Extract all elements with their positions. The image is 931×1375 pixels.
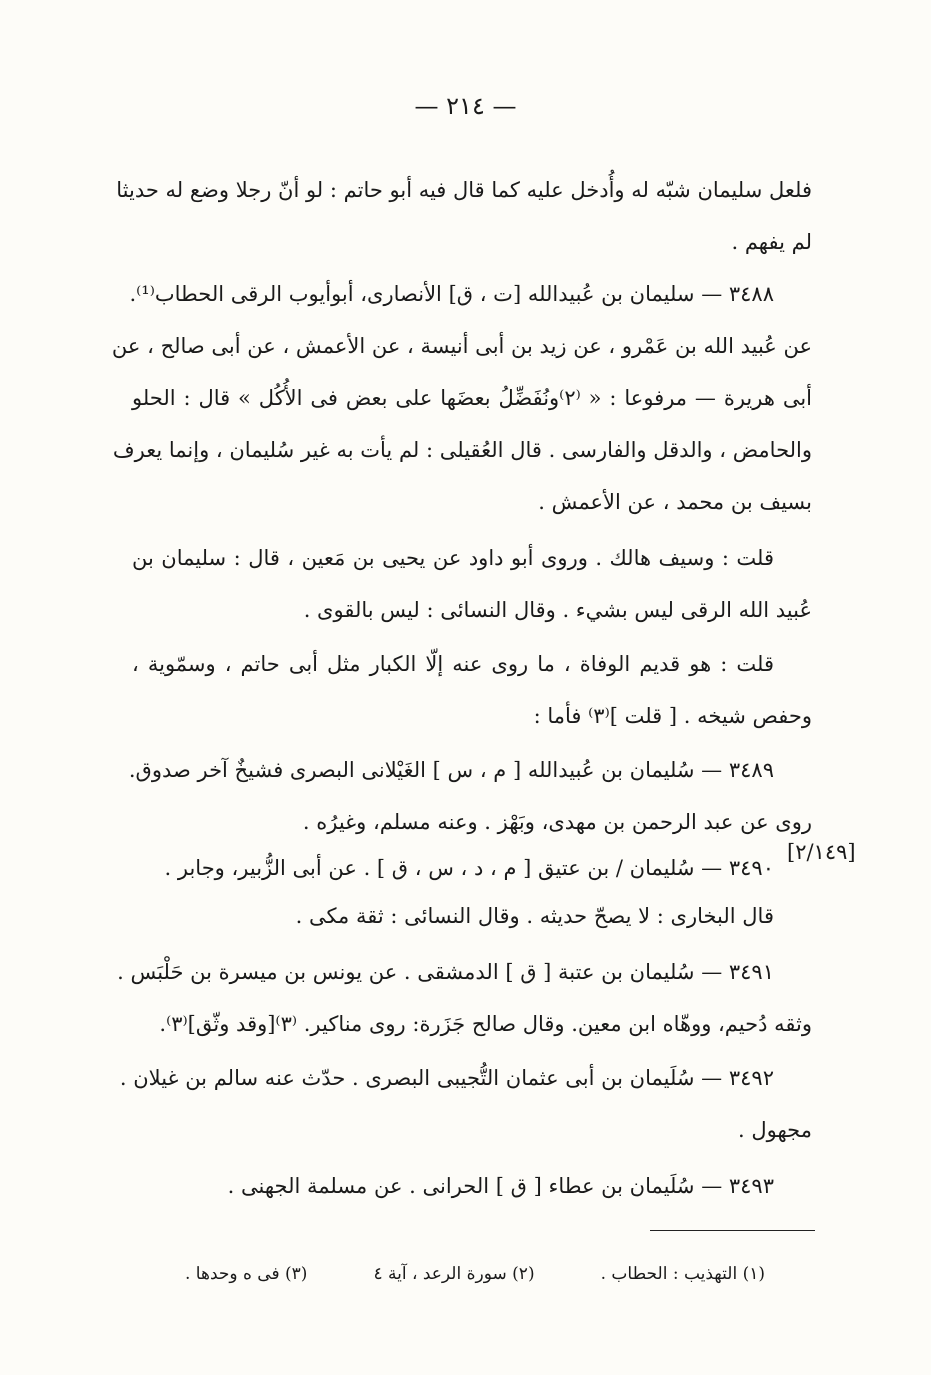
entry-3493-heading: ٣٤٩٣ — سُلَيمان بن عطاء [ ق ] الحرانى . عن مسلمة الجهنى . — [227, 1174, 774, 1198]
text-line-15: قال البخارى : لا يصحّ حديثه . وقال النسائى : ثقة مكى . — [295, 904, 774, 928]
text-line-10: قلت : هو قديم الوفاة ، ما روى عنه إلّا الكبار مثل أبى حاتم ، وسمّوية ، — [132, 652, 774, 676]
entry-3488-heading: ٣٤٨٨ — سليمان بن عُبيدالله [ت ، ق] الأنصارى، أبوأيوب الرقى الحطاب⁽¹⁾. — [129, 282, 774, 306]
footnote-3: (٣) فى ه وحدها . — [185, 1264, 308, 1284]
page-number: — ٢١٤ — — [414, 92, 517, 120]
text-line-2: لم يفهم . — [731, 230, 812, 254]
entry-3491-heading: ٣٤٩١ — سُليمان بن عتبة [ ق ] الدمشقى . عن يونس بن ميسرة بن حَلْبَس . — [117, 960, 774, 984]
footnote-divider — [650, 1230, 815, 1231]
text-line-6: والحامض ، والدقل والفارسى . قال العُقيلى : لم يأت به غير سُليمان ، وإنما يعرف — [112, 438, 812, 462]
entry-3492-heading: ٣٤٩٢ — سُلَيمان بن أبى عثمان التُّجيبى البصرى . حدّث عنه سالم بن غيلان . — [119, 1066, 774, 1090]
text-line-17: وثقه دُحيم، ووهّاه ابن معين. وقال صالح جَزَرة: روى مناكير. ⁽٣⁾[وقد وثّق]⁽٣⁾. — [159, 1012, 812, 1036]
footnote-1: (١) التهذيب : الحطاب . — [600, 1264, 765, 1284]
entry-3489-heading: ٣٤٨٩ — سُليمان بن عُبيدالله [ م ، س ] الغَيْلانى البصرى فشيخٌ آخر صدوق. — [128, 758, 774, 782]
text-line-1: فلعل سليمان شبّه له وأُدخل عليه كما قال فيه أبو حاتم : لو أنّ رجلا وضع له حديثا — [116, 178, 812, 202]
text-line-13: روى عن عبد الرحمن بن مهدى، وبَهْز . وعنه مسلم، وغيرُه . — [302, 810, 812, 834]
text-line-4: عن عُبيد الله بن عَمْرو ، عن زيد بن أبى أنيسة ، عن الأعمش ، عن أبى صالح ، عن — [111, 334, 812, 358]
text-line-8: قلت : وسيف هالك . وروى أبو داود عن يحيى بن مَعين ، قال : سليمان بن — [132, 546, 774, 570]
entry-3490-heading: ٣٤٩٠ — سُليمان / بن عتيق [ م ، د ، س ، ق ] . عن أبى الزُّبير، وجابر . — [164, 856, 774, 880]
text-line-7: بسيف بن محمد ، عن الأعمش . — [538, 490, 812, 514]
text-line-11: وحفص شيخه . [ قلت ]⁽٣⁾ فأما : — [533, 704, 812, 728]
text-line-9: عُبيد الله الرقى ليس بشيء . وقال النسائى : ليس بالقوى . — [303, 598, 812, 622]
text-line-19: مجهول . — [738, 1118, 812, 1142]
margin-reference: [٢/١٤٩] — [787, 840, 856, 864]
text-line-5: أبى هريرة — مرفوعا : « ⁽٢⁾ونُفَضِّلُ بعضَها على بعض فى الأُكُل » قال : الحلو — [132, 386, 812, 410]
footnote-2: (٢) سورة الرعد ، آية ٤ — [373, 1264, 535, 1284]
footnotes — [185, 1264, 765, 1284]
